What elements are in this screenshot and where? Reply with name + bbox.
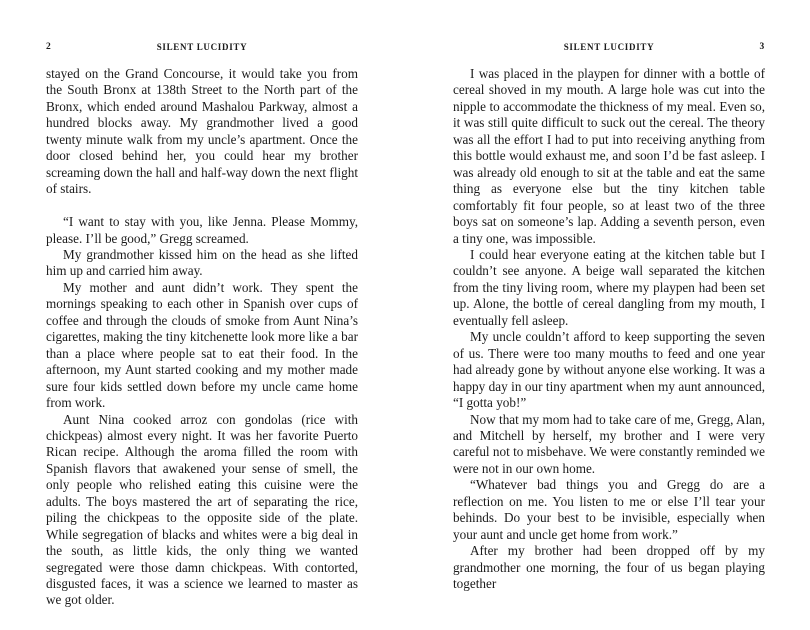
paragraph-continuation-out: After my brother had been dropped off by my grandmother one morning, the four of us began playing together [453,543,765,592]
book-page-left [46,40,358,609]
book-page-right [453,40,765,593]
running-head-title-left: SILENT LUCIDITY [156,42,248,52]
page-number-right: 3 [759,42,765,52]
paragraph: I could hear everyone eating at the kitchen table but I couldn’t see anyone. A beige wall separated the kitchen from the tiny living room, where my playpen had been set up. Alone, the bottle of cereal dangling from my mouth, I eventually fell asleep. [453,246,765,328]
running-header-left [46,40,358,66]
running-header-right [453,40,765,66]
scene-break-spacer [46,198,358,214]
paragraph: My grandmother kissed him on the head as she lifted him up and carried him away. [46,246,358,279]
running-head-title-right: SILENT LUCIDITY [563,42,655,52]
paragraph: My uncle couldn’t afford to keep supporting the seven of us. There were too many mouths to feed and one year had already gone by without anyone else working. It was a happy day in our tiny apartment when my aunt announced, “I gotta yob!” [453,329,765,411]
page-body-left [46,66,358,609]
paragraph: “I want to stay with you, like Jenna. Please Mommy, please. I’ll be good,” Gregg screamed. [46,214,358,246]
paragraph-continuation: stayed on the Grand Concourse, it would take you from the South Bronx at 138th Street to the North part of the Bronx, which ended around Mashalou Parkway, almost a hundred blocks away. My grandmother lived a good twenty minute walk from my uncle’s apartment. Once the door closed behind her, you could hear my brother screaming down the hall and half-way down the next flight of stairs. [46,66,358,197]
paragraph: My mother and aunt didn’t work. They spent the mornings speaking to each other in Spanish over cups of coffee and through the clouds of smoke from Aunt Nina’s cigarettes, making the tiny kitchenette look more like a bar than a place where people sat to eat their food. In the afternoon, my Aunt started cooking and my mother made sure four kids settled down before my uncle came home from work. [46,279,358,411]
paragraph: I was placed in the playpen for dinner with a bottle of cereal shoved in my mouth. A large hole was cut into the nipple to accommodate the thickness of my meal. Even so, it was still quite difficult to suck out the cereal. The theory was all the effort I had to put into receiving anything from this bottle would exhaust me, and soon I’d be fast asleep. I was already old enough to sit at the table and eat the same thing as everyone else but the tiny kitchen table comfortably fit four people, so at least two of the three boys sat on someone’s lap. Adding a seventh person, even a tiny one, was impossible. [453,66,765,246]
paragraph: Now that my mom had to take care of me, Gregg, Alan, and Mitchell by herself, my brother and I were very careful not to misbehave. We were constantly reminded we were not in our own home. [453,411,765,476]
paragraph: Aunt Nina cooked arroz con gondolas (rice with chickpeas) almost every night. It was her favorite Puerto Rican recipe. Although the aroma filled the room with Spanish flavors that awakened your sense of smell, the only people who relished eating this cuisine were the adults. The boys mastered the art of separating the rice, piling the chickpeas to the opposite side of the plate. While segregation of blacks and whites were a big deal in the south, as little kids, the only thing we wanted segregated were those damn chickpeas. With contorted, disgusted faces, it was a science we learned to master as we got older. [46,411,358,608]
page-number-left: 2 [46,42,52,52]
paragraph: “Whatever bad things you and Gregg do are a reflection on me. You listen to me or else I’ll tear your behinds. Do your best to be invisible, especially when your aunt and uncle get home from work.” [453,477,765,542]
page-body-right [453,66,765,593]
